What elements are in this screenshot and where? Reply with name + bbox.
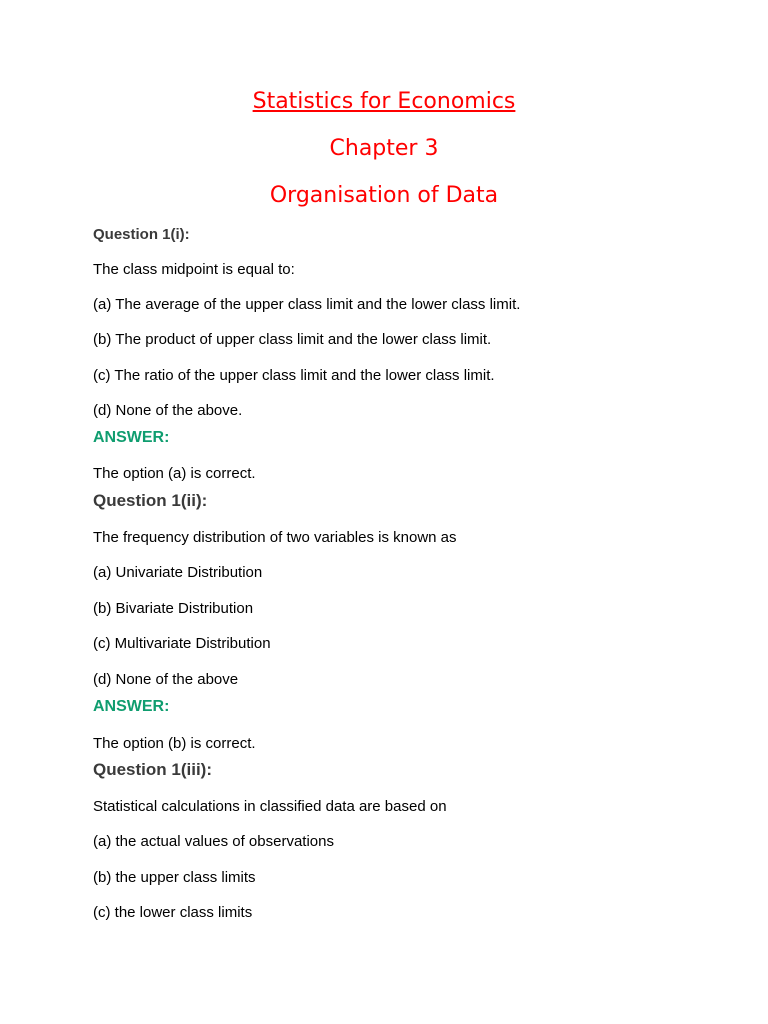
question-prompt: Statistical calculations in classified data are based on xyxy=(93,798,447,815)
question-option: (c) Multivariate Distribution xyxy=(93,635,271,652)
topic-title: Organisation of Data xyxy=(269,183,499,208)
answer-text: The option (a) is correct. xyxy=(93,465,256,482)
question-option: (b) Bivariate Distribution xyxy=(93,600,254,617)
question-option: (c) The ratio of the upper class limit and the lower class limit. xyxy=(93,367,495,384)
question-option: (b) the upper class limits xyxy=(93,869,256,886)
question-option: (c) the lower class limits xyxy=(93,904,253,921)
question-prompt: The class midpoint is equal to: xyxy=(93,261,295,278)
answer-text: The option (b) is correct. xyxy=(93,735,256,752)
question-heading: Question 1(iii): xyxy=(93,760,212,779)
question-heading: Question 1(i): xyxy=(93,226,190,243)
subject-title: Statistics for Economics xyxy=(252,89,516,114)
question-option: (a) The average of the upper class limit and the lower class limit. xyxy=(93,296,521,313)
question-option: (a) Univariate Distribution xyxy=(93,564,263,581)
question-prompt: The frequency distribution of two variables is known as xyxy=(93,529,457,546)
question-option: (d) None of the above xyxy=(93,671,239,688)
answer-label: ANSWER: xyxy=(93,429,170,446)
question-option: (a) the actual values of observations xyxy=(93,833,334,850)
chapter-title: Chapter 3 xyxy=(329,136,439,161)
question-option: (d) None of the above. xyxy=(93,402,243,419)
answer-label: ANSWER: xyxy=(93,698,170,715)
question-heading: Question 1(ii): xyxy=(93,491,208,510)
question-option: (b) The product of upper class limit and the lower class limit. xyxy=(93,331,492,348)
